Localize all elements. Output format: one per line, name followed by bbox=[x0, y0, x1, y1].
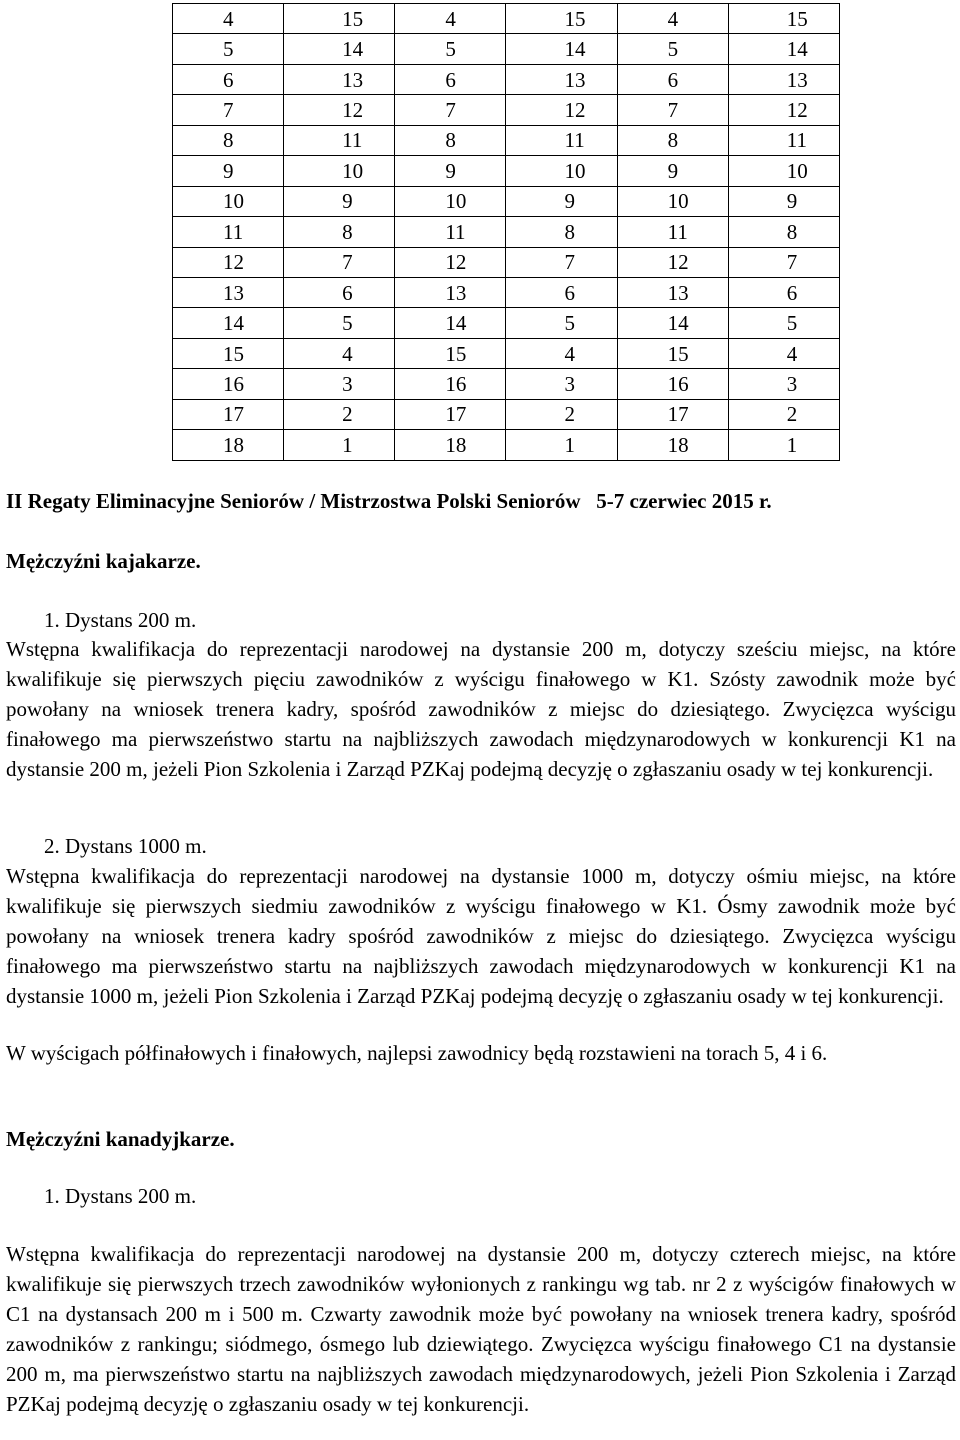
table-cell: 5 bbox=[395, 34, 506, 64]
table-cell: 12 bbox=[506, 95, 617, 125]
table-cell: 4 bbox=[617, 4, 728, 34]
table-cell: 9 bbox=[728, 186, 839, 216]
table-row bbox=[173, 308, 840, 338]
table-cell: 14 bbox=[395, 308, 506, 338]
table-cell: 3 bbox=[506, 369, 617, 399]
table-row bbox=[173, 4, 840, 34]
table-cell: 7 bbox=[728, 247, 839, 277]
table-cell: 4 bbox=[173, 4, 284, 34]
table-cell: 15 bbox=[617, 338, 728, 368]
table-cell: 1 bbox=[284, 430, 395, 460]
table-cell: 16 bbox=[173, 369, 284, 399]
table-cell: 6 bbox=[173, 64, 284, 94]
table-cell: 5 bbox=[617, 34, 728, 64]
table-cell: 8 bbox=[284, 217, 395, 247]
table-cell: 14 bbox=[506, 34, 617, 64]
table-cell: 12 bbox=[173, 247, 284, 277]
table-cell: 8 bbox=[728, 217, 839, 247]
table-cell: 16 bbox=[617, 369, 728, 399]
table-cell: 11 bbox=[173, 217, 284, 247]
table-cell: 18 bbox=[617, 430, 728, 460]
table-cell: 17 bbox=[173, 399, 284, 429]
table-cell: 5 bbox=[728, 308, 839, 338]
table-cell: 2 bbox=[284, 399, 395, 429]
table-cell: 15 bbox=[395, 338, 506, 368]
table-row bbox=[173, 247, 840, 277]
table-cell: 8 bbox=[173, 125, 284, 155]
table-row bbox=[173, 338, 840, 368]
table-cell: 13 bbox=[506, 64, 617, 94]
table-cell: 7 bbox=[395, 95, 506, 125]
table-row bbox=[173, 64, 840, 94]
table-cell: 9 bbox=[395, 156, 506, 186]
table-cell: 6 bbox=[395, 64, 506, 94]
kayak-200-paragraph: Wstępna kwalifikacja do reprezentacji narodowej na dystansie 200 m, dotyczy sześciu miejsc, na które kwalifikuje się pierwszych pięciu zawodników z wyścigu finałowego w K1. Szósty zawodnik może być powołany na wniosek trenera kadry, spośród zawodników z miejsc do dziesiątego. Zwycięzca wyścigu finałowego ma pierwszeństwo startu na najbliższych zawodach międzynarodowych w konkurencji K1 na dystansie 200 m, jeżeli Pion Szkolenia i Zarząd PZKaj podejmą decyzję o zgłaszaniu osady w tej konkurencji. bbox=[6, 637, 956, 781]
table-cell: 6 bbox=[728, 277, 839, 307]
table-row bbox=[173, 399, 840, 429]
table-cell: 4 bbox=[395, 4, 506, 34]
table-cell: 4 bbox=[284, 338, 395, 368]
table-cell: 5 bbox=[284, 308, 395, 338]
table-cell: 6 bbox=[617, 64, 728, 94]
kayak-1000-paragraph: Wstępna kwalifikacja do reprezentacji narodowej na dystansie 1000 m, dotyczy ośmiu miejsc, na które kwalifikuje się pierwszych siedmiu zawodników z wyścigu finałowego w K1. Ósmy zawodnik może być powołany na wniosek trenera kadry spośród zawodników z miejsc do dziesiątego. Zwycięzca wyścigu finałowego ma pierwszeństwo startu na najbliższych zawodach międzynarodowych w konkurencji K1 na dystansie 1000 m, jeżeli Pion Szkolenia i Zarząd PZKaj podejmą decyzję o zgłaszaniu osady w tej konkurencji. bbox=[6, 864, 956, 1008]
kayak-200-label: 1. Dystans 200 m. bbox=[44, 608, 197, 632]
table-row bbox=[173, 34, 840, 64]
table-cell: 13 bbox=[395, 277, 506, 307]
table-row bbox=[173, 156, 840, 186]
table-cell: 2 bbox=[506, 399, 617, 429]
table-cell: 14 bbox=[728, 34, 839, 64]
table-cell: 11 bbox=[617, 217, 728, 247]
table-cell: 11 bbox=[395, 217, 506, 247]
table-cell: 18 bbox=[395, 430, 506, 460]
table-cell: 15 bbox=[173, 338, 284, 368]
table-cell: 13 bbox=[728, 64, 839, 94]
canoe-heading: Mężczyźni kanadyjkarze. bbox=[6, 1127, 235, 1151]
table-cell: 4 bbox=[728, 338, 839, 368]
table-cell: 15 bbox=[506, 4, 617, 34]
table-cell: 14 bbox=[617, 308, 728, 338]
table-cell: 14 bbox=[173, 308, 284, 338]
table-row bbox=[173, 125, 840, 155]
table-cell: 1 bbox=[506, 430, 617, 460]
table-cell: 13 bbox=[173, 277, 284, 307]
table-cell: 4 bbox=[506, 338, 617, 368]
event-title: II Regaty Eliminacyjne Seniorów / Mistrzostwa Polski Seniorów bbox=[6, 489, 581, 513]
table-cell: 10 bbox=[284, 156, 395, 186]
table-cell: 11 bbox=[728, 125, 839, 155]
table-cell: 3 bbox=[728, 369, 839, 399]
table-cell: 7 bbox=[173, 95, 284, 125]
canoe-200-label: 1. Dystans 200 m. bbox=[44, 1184, 197, 1208]
table-cell: 10 bbox=[395, 186, 506, 216]
table-cell: 10 bbox=[728, 156, 839, 186]
table-cell: 9 bbox=[284, 186, 395, 216]
table-cell: 12 bbox=[617, 247, 728, 277]
table-row bbox=[173, 186, 840, 216]
table-cell: 11 bbox=[506, 125, 617, 155]
table-cell: 1 bbox=[728, 430, 839, 460]
table-row bbox=[173, 95, 840, 125]
table-cell: 2 bbox=[728, 399, 839, 429]
table-cell: 17 bbox=[617, 399, 728, 429]
table-cell: 8 bbox=[617, 125, 728, 155]
points-table bbox=[172, 3, 840, 461]
table-cell: 10 bbox=[617, 186, 728, 216]
table-cell: 11 bbox=[284, 125, 395, 155]
table-cell: 5 bbox=[173, 34, 284, 64]
table-row bbox=[173, 430, 840, 460]
table-cell: 8 bbox=[506, 217, 617, 247]
table-cell: 7 bbox=[617, 95, 728, 125]
table-cell: 10 bbox=[173, 186, 284, 216]
table-cell: 8 bbox=[395, 125, 506, 155]
table-cell: 5 bbox=[506, 308, 617, 338]
table-row bbox=[173, 217, 840, 247]
table-cell: 9 bbox=[173, 156, 284, 186]
canoe-200-paragraph: Wstępna kwalifikacja do reprezentacji narodowej na dystansie 200 m, dotyczy czterech miejsc, na które kwalifikuje się pierwszych trzech zawodników wyłonionych z rankingu wg tab. nr 2 z wyścigów finałowych w C1 na dystansach 200 m i 500 m. Czwarty zawodnik może być powołany na wniosek trenera kadry, spośród zawodników z rankingu; siódmego, ósmego lub dziewiątego. Zwycięzca wyścigu finałowego C1 na dystansie 200 m, ma pierwszeństwo startu na najbliższych zawodach międzynarodowych, jeżeli Pion Szkolenia i Zarząd PZKaj podejmą decyzję o zgłaszaniu osady w tej konkurencji. bbox=[6, 1242, 956, 1416]
table-cell: 7 bbox=[284, 247, 395, 277]
table-cell: 15 bbox=[284, 4, 395, 34]
table-cell: 16 bbox=[395, 369, 506, 399]
table-cell: 9 bbox=[506, 186, 617, 216]
table-cell: 10 bbox=[506, 156, 617, 186]
table-cell: 12 bbox=[728, 95, 839, 125]
table-cell: 12 bbox=[284, 95, 395, 125]
table-row bbox=[173, 369, 840, 399]
table-cell: 14 bbox=[284, 34, 395, 64]
kayak-heading: Mężczyźni kajakarze. bbox=[6, 549, 201, 573]
table-cell: 13 bbox=[617, 277, 728, 307]
table-cell: 12 bbox=[395, 247, 506, 277]
table-cell: 13 bbox=[284, 64, 395, 94]
table-cell: 7 bbox=[506, 247, 617, 277]
table-cell: 18 bbox=[173, 430, 284, 460]
table-cell: 17 bbox=[395, 399, 506, 429]
kayak-1000-note: W wyścigach półfinałowych i finałowych, najlepsi zawodnicy będą rozstawieni na torach 5, 4 i 6. bbox=[6, 1041, 828, 1065]
event-heading bbox=[6, 486, 956, 516]
kayak-1000-label: 2. Dystans 1000 m. bbox=[44, 834, 207, 858]
table-cell: 6 bbox=[284, 277, 395, 307]
table-cell: 15 bbox=[728, 4, 839, 34]
table-cell: 6 bbox=[506, 277, 617, 307]
table-row bbox=[173, 277, 840, 307]
event-date: 5-7 czerwiec 2015 r. bbox=[596, 489, 772, 513]
table-cell: 3 bbox=[284, 369, 395, 399]
table-cell: 9 bbox=[617, 156, 728, 186]
